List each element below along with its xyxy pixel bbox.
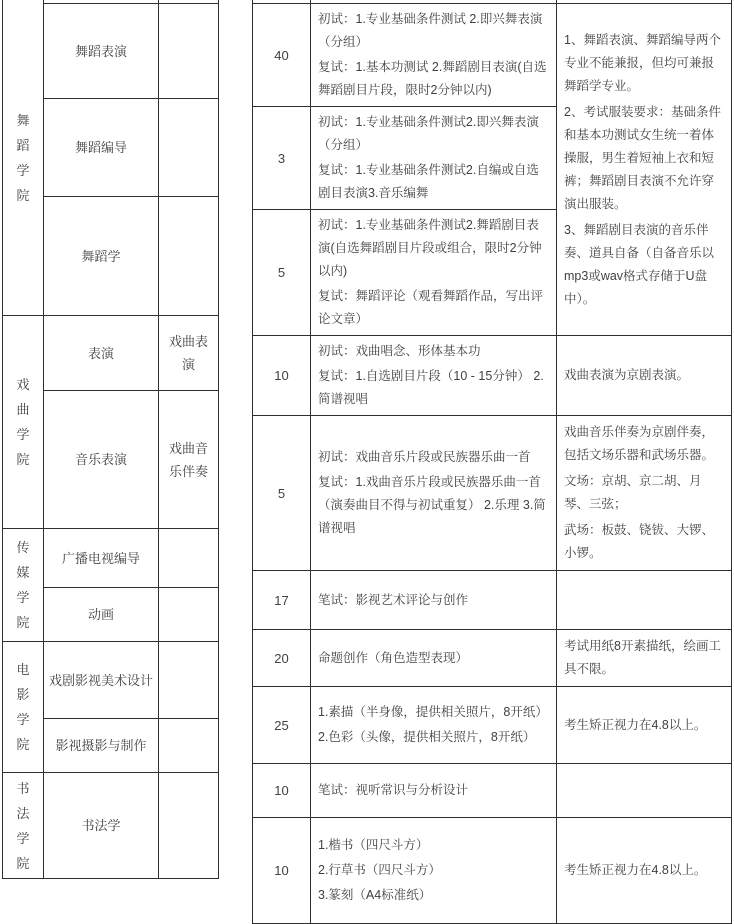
enroll-count-cell: 10 [253, 818, 311, 924]
enroll-count-cell: 5 [253, 210, 311, 336]
enroll-count-cell: 17 [253, 571, 311, 630]
note-paragraph: 3、舞蹈剧目表演的音乐伴奏、道具自备（自备音乐以mp3或wav格式存储于U盘中）。 [564, 222, 715, 306]
college-cell-film [3, 642, 44, 773]
exam-retest: 复试：1.基本功测试 2.舞蹈剧目表演(自选舞蹈剧目片段，限时2分钟以内) [318, 60, 547, 97]
exam-retest: 复试：1.自选剧目片段（10 - 15分钟） 2.简谱视唱 [318, 369, 544, 406]
note-cell [557, 630, 732, 687]
exam-item: 1.楷书（四尺斗方） [318, 838, 429, 852]
sub-cell [159, 642, 219, 719]
exam-cell [311, 630, 557, 687]
college-name: 传媒学院 [16, 540, 30, 630]
exam-cell [311, 571, 557, 630]
exam-written: 笔试：视听常识与分析设计 [318, 783, 469, 797]
college-cell-calligraphy [3, 773, 44, 879]
major-cell: 动画 [44, 588, 159, 642]
college-cell-media [3, 529, 44, 642]
note-cell-dance [557, 4, 732, 336]
exam-initial: 初试：1.专业基础条件测试 2.即兴舞表演（分组） [318, 12, 543, 49]
note-cell [557, 687, 732, 764]
exam-item: 2.色彩（头像，提供相关照片，8开纸） [318, 730, 536, 744]
note-cell [557, 416, 732, 571]
exam-initial: 初试：1.专业基础条件测试2.舞蹈剧目表演(自选舞蹈剧目片段或组合，限时2分钟以内) [318, 218, 542, 278]
exam-cell [311, 107, 557, 210]
note-cell [557, 764, 732, 818]
sub-cell [159, 773, 219, 879]
note-cell [557, 336, 732, 416]
exam-written: 笔试：影视艺术评论与创作 [318, 592, 469, 607]
exam-cell [311, 210, 557, 336]
college-name: 戏曲学院 [16, 377, 30, 467]
major-cell: 书法学 [44, 773, 159, 879]
exam-content-table [252, 0, 732, 924]
major-cell: 戏剧影视美术设计 [44, 642, 159, 719]
major-cell: 舞蹈编导 [44, 99, 159, 197]
exam-retest: 复试：1.戏曲音乐片段或民族器乐曲一首（演奏曲目不得与初试重复） 2.乐理 3.简谱视唱 [318, 475, 546, 535]
sub-cell [159, 719, 219, 773]
note-paragraph: 考生矫正视力在4.8以上。 [564, 717, 707, 732]
sub-cell [159, 529, 219, 588]
exam-item: 1.素描（半身像，提供相关照片，8开纸） [318, 705, 548, 719]
note-paragraph: 戏曲音乐伴奏为京剧伴奏，包括文场乐器和武场乐器。 [564, 425, 715, 462]
exam-initial: 初试：戏曲唱念、形体基本功 [318, 344, 481, 358]
enroll-count-cell: 10 [253, 336, 311, 416]
sub-cell: 戏曲表演 [159, 316, 219, 391]
exam-cell [311, 416, 557, 571]
exam-item: 3.篆刻（A4标准纸） [318, 888, 432, 902]
sub-cell [159, 588, 219, 642]
exam-item: 2.行草书（四尺斗方） [318, 863, 441, 877]
note-paragraph: 武场：板鼓、铙钹、大锣、小锣。 [564, 523, 715, 560]
note-paragraph: 戏曲表演为京剧表演。 [564, 368, 690, 382]
enroll-count-cell: 10 [253, 764, 311, 818]
major-cell: 舞蹈表演 [44, 4, 159, 99]
sub-cell [159, 99, 219, 197]
major-cell: 广播电视编导 [44, 529, 159, 588]
enroll-count-cell: 5 [253, 416, 311, 571]
college-name: 舞蹈学院 [16, 112, 30, 203]
exam-cell [311, 687, 557, 764]
exam-item: 命题创作（角色造型表现） [318, 650, 469, 665]
exam-initial: 初试：1.专业基础条件测试2.即兴舞表演（分组） [318, 115, 539, 152]
college-name: 书法学院 [16, 780, 30, 871]
note-paragraph: 考试用纸8开素描纸，绘画工具不限。 [564, 639, 721, 676]
exam-cell [311, 818, 557, 924]
note-paragraph: 2、考试服装要求：基础条件和基本功测试女生统一着体操服，男生着短袖上衣和短裤；舞蹈剧目表演不允许穿演出服装。 [564, 104, 721, 211]
sub-cell: 戏曲音乐伴奏 [159, 391, 219, 529]
sub-cell [159, 4, 219, 99]
major-cell: 音乐表演 [44, 391, 159, 529]
enroll-count-cell: 25 [253, 687, 311, 764]
college-cell-opera [3, 316, 44, 529]
exam-retest: 复试：舞蹈评论（观看舞蹈作品，写出评论文章） [318, 289, 544, 326]
note-cell [557, 818, 732, 924]
college-cell-dance [3, 0, 44, 316]
note-cell [557, 571, 732, 630]
note-paragraph: 文场：京胡、京二胡、月琴、三弦； [564, 474, 702, 511]
enroll-count-cell: 20 [253, 630, 311, 687]
college-name: 电影学院 [16, 662, 30, 752]
major-cell: 舞蹈学 [44, 197, 159, 316]
major-cell: 表演 [44, 316, 159, 391]
note-paragraph: 1、舞蹈表演、舞蹈编导两个专业不能兼报，但均可兼报舞蹈学专业。 [564, 32, 721, 93]
college-major-table [2, 0, 219, 879]
exam-cell [311, 336, 557, 416]
enroll-count-cell: 40 [253, 4, 311, 107]
major-cell: 影视摄影与制作 [44, 719, 159, 773]
exam-retest: 复试：1.专业基础条件测试2.自编或自选剧目表演3.音乐编舞 [318, 163, 539, 200]
sub-cell [159, 197, 219, 316]
enroll-count-cell: 3 [253, 107, 311, 210]
exam-cell [311, 764, 557, 818]
note-paragraph: 考生矫正视力在4.8以上。 [564, 863, 707, 877]
exam-cell [311, 4, 557, 107]
exam-initial: 初试：戏曲音乐片段或民族器乐曲一首 [318, 450, 531, 464]
